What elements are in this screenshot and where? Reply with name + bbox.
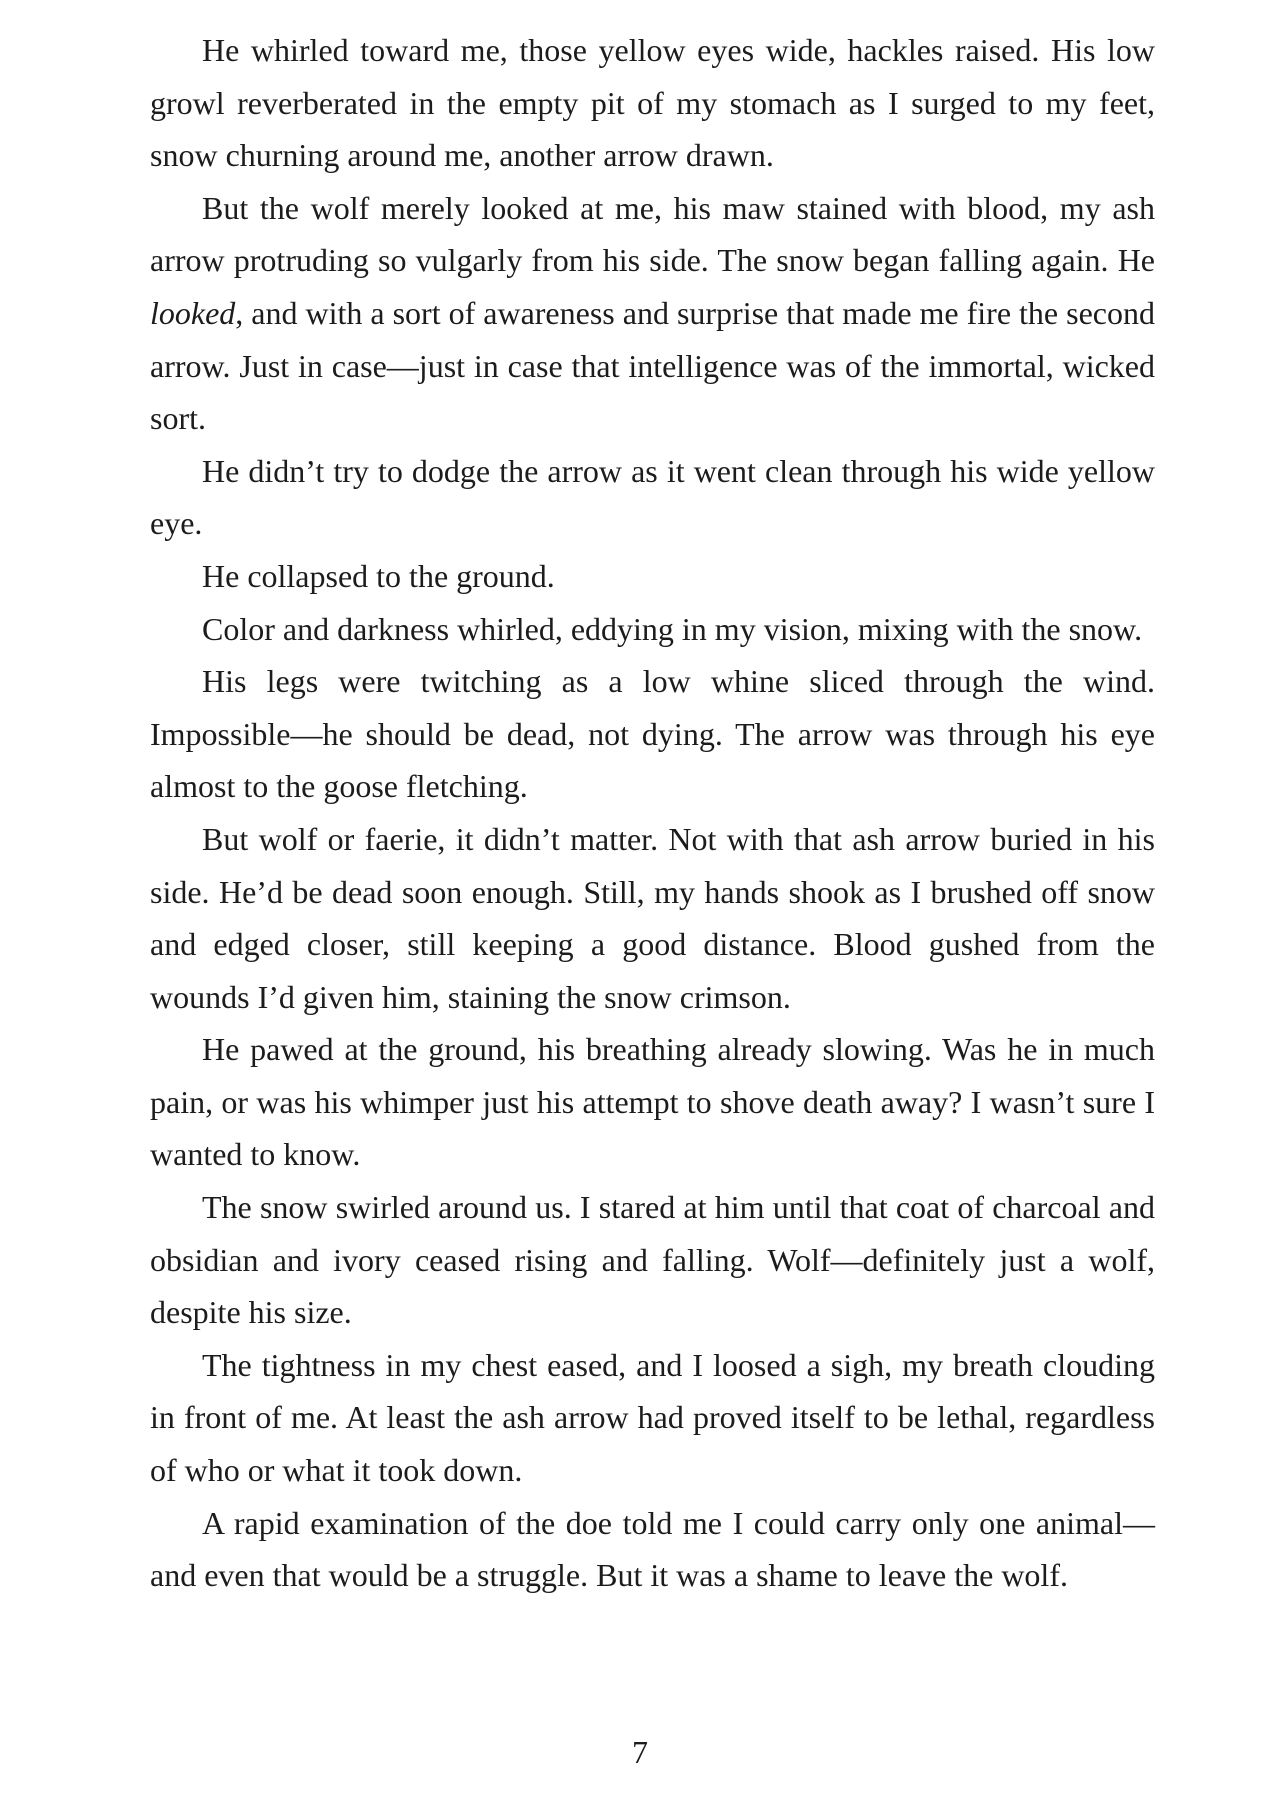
paragraph: He collapsed to the ground. — [202, 557, 555, 594]
paragraph: He whirled toward me, those yellow eyes wide, hackles raised. His low growl reverberated in the empty pit of my stomach as I surged to my feet, snow churning around me, another arrow drawn. — [150, 32, 1155, 174]
paragraph: Color and darkness whirled, eddying in my vision, mixing with the snow. — [202, 610, 1143, 647]
body-text — [150, 24, 1155, 1602]
paragraph: He didn’t try to dodge the arrow as it went clean through his wide yellow eye. — [150, 452, 1155, 542]
paragraph: His legs were twitching as a low whine sliced through the wind. Impossible—he should be dead, not dying. The arrow was through his eye almost to the goose fletching. — [150, 663, 1155, 805]
page-number: 7 — [632, 1734, 648, 1770]
emphasis-word: looked — [150, 294, 236, 331]
paragraph: But wolf or faerie, it didn’t matter. Not with that ash arrow buried in his side. He’d be dead soon enough. Still, my hands shook as I brushed off snow and edged closer, still keeping a good distance. Blood gushed from the wounds I’d given him, staining the snow crimson. — [150, 820, 1155, 1015]
paragraph: He pawed at the ground, his breathing already slowing. Was he in much pain, or was his whimper just his attempt to shove death away? I wasn’t sure I wanted to know. — [150, 1031, 1155, 1173]
paragraph: The tightness in my chest eased, and I loosed a sigh, my breath clouding in front of me. At least the ash arrow had proved itself to be lethal, regardless of who or what it took down. — [150, 1346, 1155, 1489]
paragraph: A rapid examination of the doe told me I could carry only one animal—and even that would be a struggle. But it was a shame to leave the wolf. — [150, 1504, 1155, 1594]
paragraph: But the wolf merely looked at me, his maw stained with blood, my ash arrow protruding so vulgarly from his side. The snow began falling again. He looked, and with a sort of awareness and surprise that made me fire the second arrow. Just in case—just in case that intelligence was of the immortal, wicked sort. — [150, 189, 1155, 437]
paragraph: The snow swirled around us. I stared at him until that coat of charcoal and obsidian and ivory ceased rising and falling. Wolf—definitely just a wolf, despite his size. — [150, 1189, 1155, 1331]
